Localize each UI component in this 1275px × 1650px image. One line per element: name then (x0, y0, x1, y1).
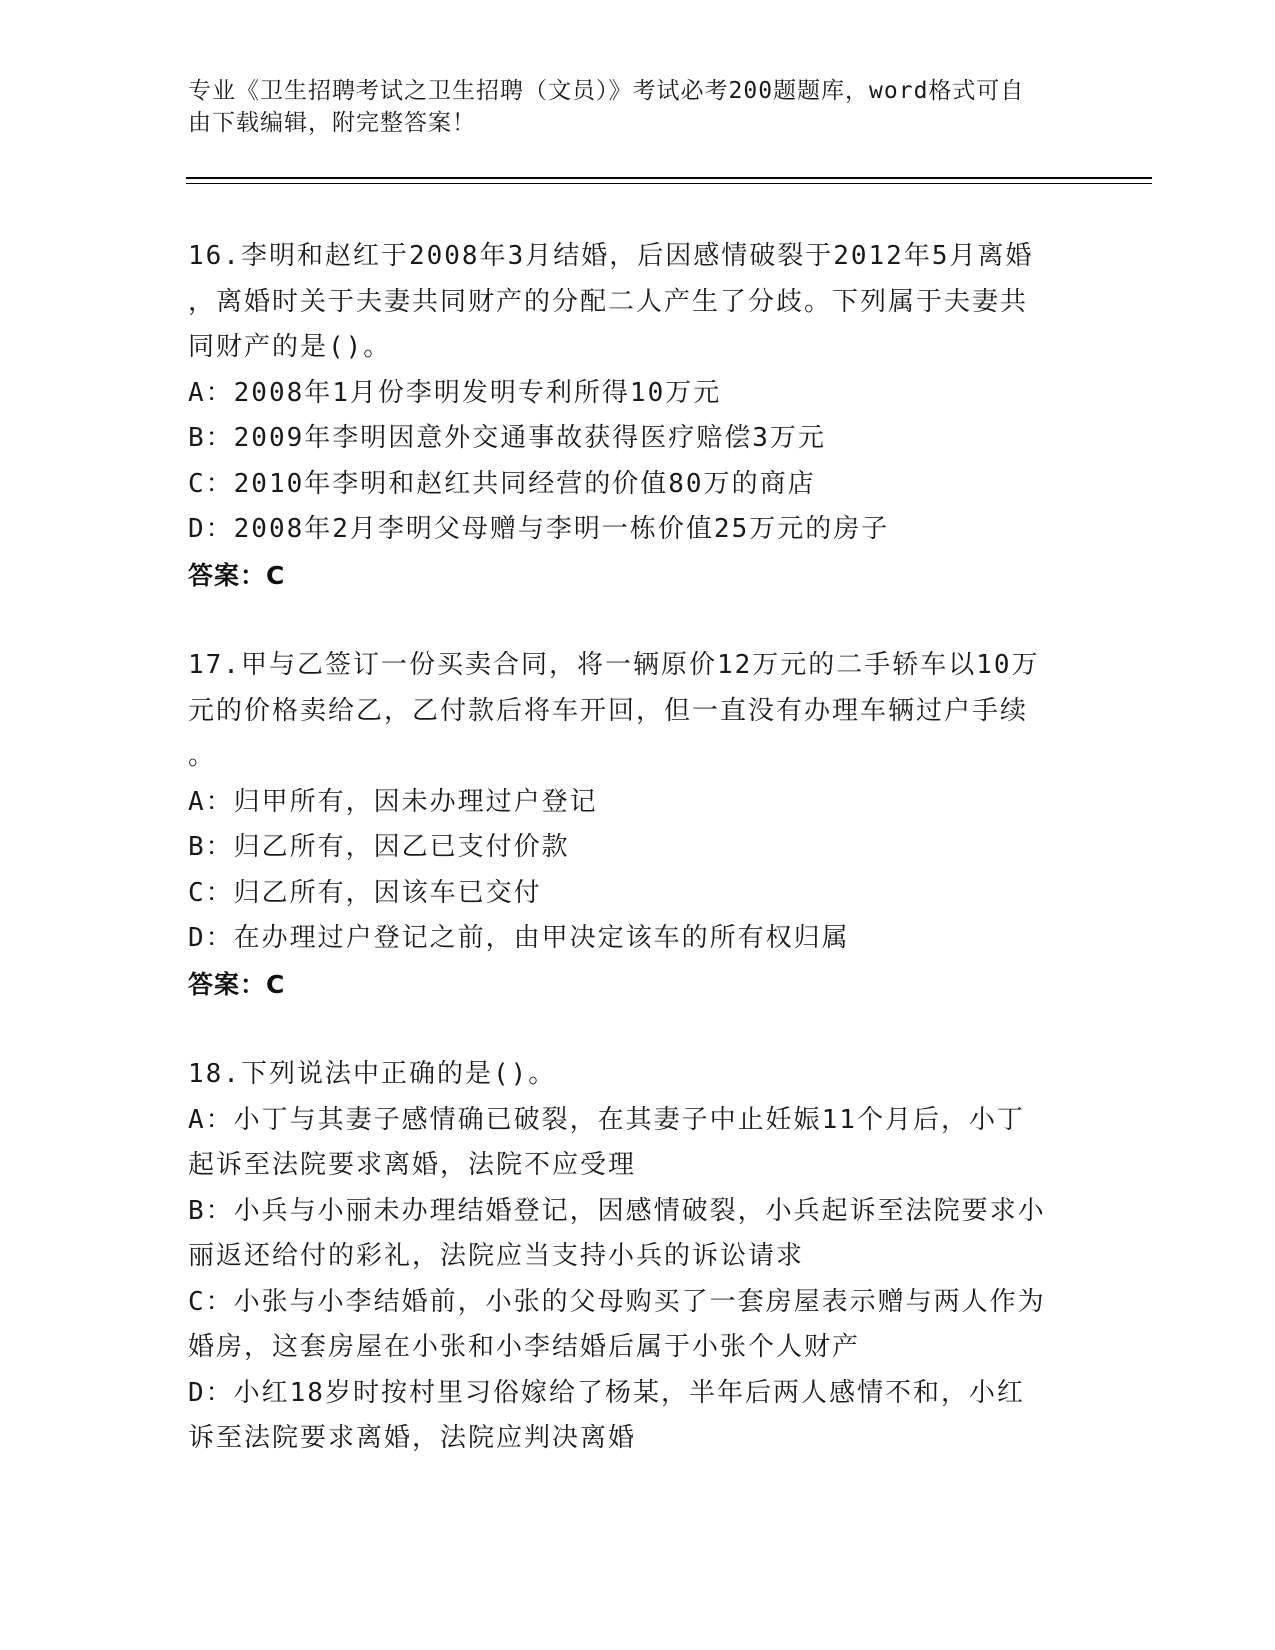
question-stem-line: 16.李明和赵红于2008年3月结婚，后因感情破裂于2012年5月离婚 (188, 241, 1034, 271)
option-b-continued: 丽返还给付的彩礼，法院应当支持小兵的诉讼请求 (188, 1241, 805, 1271)
question-16 (188, 234, 1088, 598)
document-header (188, 75, 1068, 139)
option-c: C：归乙所有，因该车已交付 (188, 877, 542, 908)
option-d: D：在办理过户登记之前，由甲决定该车的所有权归属 (188, 923, 850, 953)
option-d: D：小红18岁时按村里习俗嫁给了杨某，半年后两人感情不和，小红 (188, 1377, 1025, 1408)
option-a: A：小丁与其妻子感情确已破裂，在其妻子中止妊娠11个月后，小丁 (188, 1104, 1025, 1135)
question-list (188, 234, 1088, 1507)
answer-line: 答案：C (188, 969, 286, 999)
header-line-2: 由下载编辑，附完整答案！ (188, 110, 476, 136)
option-b: B：归乙所有，因乙已支付价款 (188, 832, 570, 862)
question-stem-line: 17.甲与乙签订一份买卖合同，将一辆原价12万元的二手轿车以10万 (188, 650, 1040, 680)
option-d-continued: 诉至法院要求离婚，法院应判决离婚 (188, 1423, 637, 1453)
question-stem-line: 元的价格卖给乙，乙付款后将车开回，但一直没有办理车辆过户手续 (188, 695, 1029, 726)
question-stem-line: 同财产的是()。 (188, 332, 392, 362)
header-divider-thick (186, 177, 1152, 179)
header-divider-thin (186, 183, 1152, 184)
header-line-1: 专业《卫生招聘考试之卫生招聘（文员）》考试必考200题题库，word格式可自 (188, 78, 1025, 104)
option-c: C：2010年李明和赵红共同经营的价值80万的商店 (188, 468, 816, 499)
option-b: B：小兵与小丽未办理结婚登记，因感情破裂，小兵起诉至法院要求小 (188, 1195, 1046, 1226)
question-stem-line: ，离婚时关于夫妻共同财产的分配二人产生了分歧。下列属于夫妻共 (188, 286, 1029, 317)
question-stem-line: 。 (188, 741, 217, 771)
option-c-continued: 婚房，这套房屋在小张和小李结婚后属于小张个人财产 (188, 1332, 861, 1362)
question-stem-line: 18.下列说法中正确的是()。 (188, 1059, 557, 1089)
option-a: A：2008年1月份李明发明专利所得10万元 (188, 377, 722, 408)
option-a: A：归甲所有，因未办理过户登记 (188, 786, 598, 817)
option-d: D：2008年2月李明父母赠与李明一栋价值25万元的房子 (188, 514, 890, 544)
question-17 (188, 643, 1088, 1007)
option-a-continued: 起诉至法院要求离婚，法院不应受理 (188, 1150, 637, 1180)
option-c: C：小张与小李结婚前，小张的父母购买了一套房屋表示赠与两人作为 (188, 1286, 1046, 1317)
answer-line: 答案：C (188, 560, 286, 590)
question-18 (188, 1052, 1088, 1462)
option-b: B：2009年李明因意外交通事故获得医疗赔偿3万元 (188, 423, 826, 453)
